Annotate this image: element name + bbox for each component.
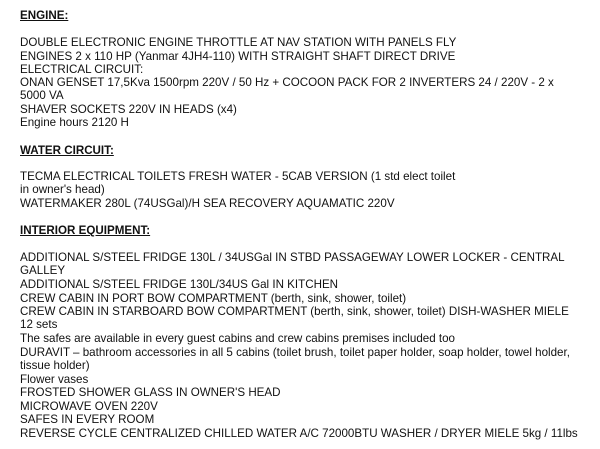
engine-line: DOUBLE ELECTRONIC ENGINE THROTTLE AT NAV STATION WITH PANELS FLY <box>20 36 457 49</box>
interior-line: ADDITIONAL S/STEEL FRIDGE 130L / 34USGal IN STBD PASSAGEWAY LOWER LOCKER - CENTRAL GALLEY <box>20 251 565 277</box>
engine-heading: ENGINE: <box>20 9 69 22</box>
interior-line: CREW CABIN IN STARBOARD BOW COMPARTMENT (berth, sink, shower, toilet) DISH-WASHER MIELE 12 sets <box>20 305 569 331</box>
engine-line: ENGINES 2 x 110 HP (Yanmar 4JH4-110) WITH STRAIGHT SHAFT DIRECT DRIVE <box>20 50 456 63</box>
interior-line: CREW CABIN IN PORT BOW COMPARTMENT (berth, sink, shower, toilet) <box>20 292 407 305</box>
interior-line: REVERSE CYCLE CENTRALIZED CHILLED WATER A/C 72000BTU WASHER / DRYER MIELE 5kg / 11lbs <box>20 427 578 440</box>
interior-line: SAFES IN EVERY ROOM <box>20 413 155 426</box>
engine-line: ELECTRICAL CIRCUIT: <box>20 63 144 76</box>
water-heading: WATER CIRCUIT: <box>20 144 114 157</box>
interior-heading: INTERIOR EQUIPMENT: <box>20 224 151 237</box>
water-line: TECMA ELECTRICAL TOILETS FRESH WATER - 5CAB VERSION (1 std elect toilet in owner's head) <box>20 170 456 196</box>
interior-line: DURAVIT – bathroom accessories in all 5 cabins (toilet brush, toilet paper holder, soap holder, towel holder, tissue holder) <box>20 346 570 372</box>
interior-line: The safes are available in every guest cabins and crew cabins premises included too <box>20 332 456 345</box>
interior-line: ADDITIONAL S/STEEL FRIDGE 130L/34US Gal IN KITCHEN <box>20 278 339 291</box>
interior-line: Flower vases <box>20 373 89 386</box>
engine-line: ONAN GENSET 17,5Kva 1500rpm 220V / 50 Hz + COCOON PACK FOR 2 INVERTERS 24 / 220V - 2 x 5000 VA <box>20 76 554 102</box>
water-line: WATERMAKER 280L (74USGal)/H SEA RECOVERY AQUAMATIC 220V <box>20 197 395 210</box>
engine-line: SHAVER SOCKETS 220V IN HEADS (x4) <box>20 103 237 116</box>
interior-line: MICROWAVE OVEN 220V <box>20 400 158 413</box>
interior-line: FROSTED SHOWER GLASS IN OWNER'S HEAD <box>20 386 281 399</box>
engine-line: Engine hours 2120 H <box>20 116 129 129</box>
